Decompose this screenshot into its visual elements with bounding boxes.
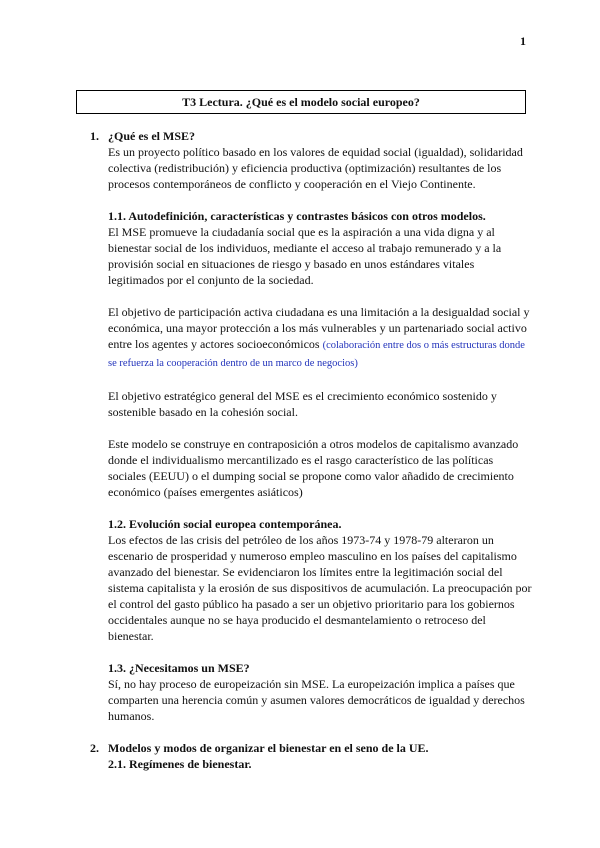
paragraph-2-text: El objetivo de participación activa ciudadana es una limitación a la desigualdad social y económica, una mayor protección a los más vulnerables y un partenariado social activo entre los agentes y actores socioeconómicos: [108, 305, 530, 351]
subsection-1-2-paragraph-1: Los efectos de las crisis del petróleo de los años 1973-74 y 1978-79 alteraron un escenario de prosperidad y numeroso empleo masculino en los países del capitalismo avanzado del bienestar. Se evidenciaron los límites entre la legitimación social del sistema capitalista y la erosión de sus dispositivos de acumulación. La preocupación por el control del gasto público ha pasado a ser un objetivo prioritario para los gobiernos occidentales aunque no se haya producido el desmantelamiento o retroceso del bienestar.: [108, 533, 532, 643]
section-2-heading: Modelos y modos de organizar el bienestar en el seno de la UE.: [108, 741, 429, 755]
document-body: [90, 128, 532, 772]
subsection-2-1-heading: 2.1. Regímenes de bienestar.: [108, 757, 252, 771]
subsection-1-1-paragraph-3: El objetivo estratégico general del MSE es el crecimiento económico sostenido y sostenible basado en la cohesión social.: [108, 389, 497, 419]
section-1-number: 1.: [90, 129, 99, 143]
section-1-heading: ¿Qué es el MSE?: [108, 129, 195, 143]
section-2-number: 2.: [90, 741, 99, 755]
section-1-intro: Es un proyecto político basado en los valores de equidad social (igualdad), solidaridad colectiva (redistribución) y eficiencia productiva (optimización) resultantes de los procesos contemporáneos de conflicto y cooperación en el Viejo Continente.: [108, 145, 523, 191]
page-number: 1: [520, 34, 526, 48]
paragraph-2-note: (colaboración entre dos o más estructuras donde se refuerza la cooperación dentro de un marco de negocios): [108, 340, 525, 369]
subsection-1-3-heading: 1.3. ¿Necesitamos un MSE?: [108, 661, 250, 675]
section-1: [90, 128, 532, 724]
document-title-box: [76, 90, 526, 114]
subsection-1-1-paragraph-2: [108, 304, 532, 372]
subsection-1-1-paragraph-4: Este modelo se construye en contraposición a otros modelos de capitalismo avanzado donde el individualismo mercantilizado es el rasgo característico de las políticas sociales (EEUU) o el dumping social se propone como valor añadido de crecimiento económico (países emergentes asiáticos): [108, 437, 519, 499]
document-title: T3 Lectura. ¿Qué es el modelo social europeo?: [182, 94, 420, 109]
subsection-1-3-paragraph-1: Sí, no hay proceso de europeización sin MSE. La europeización implica a países que comparten una herencia común y asumen valores democráticos de igualdad y derechos humanos.: [108, 677, 525, 723]
subsection-1-2-heading: 1.2. Evolución social europea contemporánea.: [108, 517, 342, 531]
subsection-1-1-heading: 1.1. Autodefinición, características y contrastes básicos con otros modelos.: [108, 209, 486, 223]
section-2: [90, 740, 532, 772]
subsection-1-1-paragraph-1: El MSE promueve la ciudadanía social que es la aspiración a una vida digna y al bienestar social de los individuos, mediante el acceso al trabajo remunerado y a la provisión social en situaciones de riesgo y basado en unos estándares vitales legitimados por el conjunto de la sociedad.: [108, 225, 502, 287]
